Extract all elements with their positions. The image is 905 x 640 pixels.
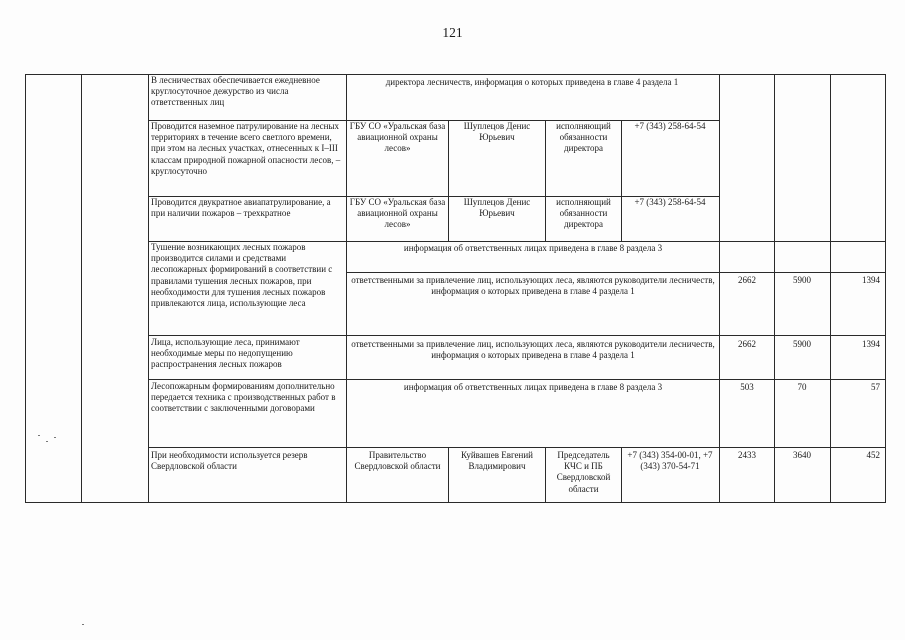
row3-measure: Проводится двукратное авиапатрулирование, а при наличии пожаров – трехкратное — [151, 197, 331, 219]
page-number: 121 — [442, 25, 463, 40]
row7-value-1: 2433 — [738, 450, 756, 460]
row3-organization: ГБУ СО «Уральская база авиационной охраны лесов» — [349, 197, 446, 230]
row2-measure: Проводится наземное патрулирование на лесных территориях в течение всего светлого времени, при этом на лесных участках, отнесенных к I–III классам природной пожарной опасности лесов, – круглосуточно — [151, 121, 341, 176]
row2-phone: +7 (343) 258-64-54 — [634, 121, 706, 131]
row3-person: Шуплецов Денис Юрьевич — [463, 197, 531, 219]
row3-position: исполняющий обязанности директора — [556, 197, 611, 230]
row1-responsible-span: директора лесничеств, информация о которых приведена в главе 4 раздела 1 — [385, 77, 679, 87]
row7-position: Председатель КЧС и ПБ Свердловской области — [556, 450, 611, 494]
row1-measure: В лесничествах обеспечивается ежедневное круглосуточное дежурство из числа ответственных лиц — [151, 75, 320, 108]
row6-value-1: 503 — [740, 382, 754, 392]
row4-responsible-span-b: ответственными за привлечение лиц, использующих леса, являются руководители лесничеств, информация о которых приведена в главе 4 раздела 1 — [351, 275, 715, 297]
row4-value-3: 1394 — [862, 275, 880, 285]
row7-organization: Правительство Свердловской области — [354, 450, 441, 472]
row7-phone: +7 (343) 354-00-01, +7 (343) 370-54-71 — [627, 450, 713, 472]
row5-value-2: 5900 — [793, 339, 811, 349]
row4-responsible-span-a: информация об ответственных лицах приведена в главе 8 раздела 3 — [403, 243, 663, 253]
row2-organization: ГБУ СО «Уральская база авиационной охраны лесов» — [349, 121, 446, 154]
row7-value-3: 452 — [866, 450, 880, 460]
row3-phone: +7 (343) 258-64-54 — [634, 197, 706, 207]
row6-value-2: 70 — [797, 382, 807, 392]
row5-measure: Лица, использующие леса, принимают необходимые меры по недопущению распространения лесных пожаров — [151, 337, 300, 370]
row4-value-1: 2662 — [738, 275, 756, 285]
row4-measure: Тушение возникающих лесных пожаров производится силами и средствами лесопожарных формирований в соответствии с правилами тушения лесных пожаров, при необходимости для тушения лесных пожаров привлекаются лица, использующие леса — [151, 242, 333, 309]
row6-measure: Лесопожарным формированиям дополнительно передается техника с производственных работ в соответствии с заключенными договорами — [151, 381, 336, 414]
row7-value-2: 3640 — [793, 450, 811, 460]
row7-measure: При необходимости используется резерв Свердловской области — [151, 450, 308, 472]
row2-position: исполняющий обязанности директора — [556, 121, 611, 154]
row4-value-2: 5900 — [793, 275, 811, 285]
row5-responsible-span: ответственными за привлечение лиц, использующих леса, являются руководители лесничеств, информация о которых приведена в главе 4 раздела 1 — [351, 339, 715, 361]
row2-person: Шуплецов Денис Юрьевич — [463, 121, 531, 143]
row6-value-3: 57 — [871, 382, 880, 392]
row5-value-3: 1394 — [862, 339, 880, 349]
row6-responsible-span: информация об ответственных лицах приведена в главе 8 раздела 3 — [403, 382, 663, 392]
row7-person: Куйвашев Евгений Владимирович — [461, 450, 533, 472]
row5-value-1: 2662 — [738, 339, 756, 349]
